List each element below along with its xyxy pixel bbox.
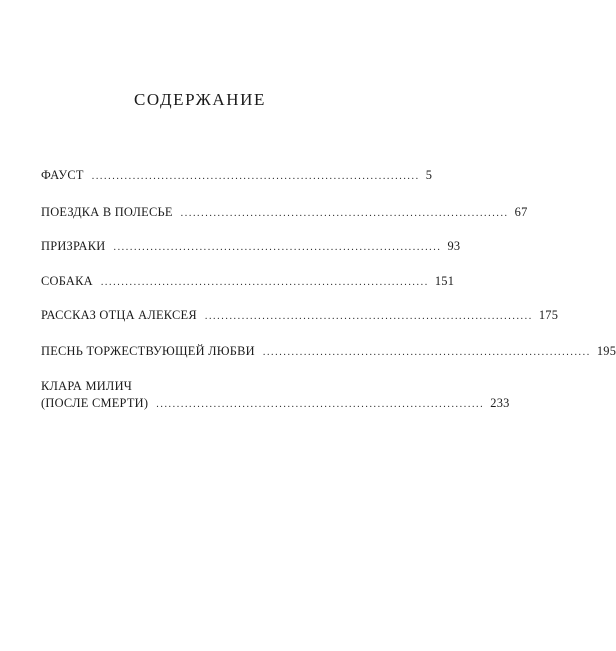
page-title: СОДЕРЖАНИЕ [133,90,267,109]
toc-entry-page: 195 [596,344,616,358]
toc-entry-title: СОБАКА [41,274,93,288]
dot-leader: ................................................................................ [113,242,442,253]
dot-leader: ................................................................................ [91,171,420,182]
dot-leader: ................................................................................ [204,311,533,322]
toc-entry-title: ФАУСТ [41,168,84,182]
dot-leader: ................................................................................ [156,399,485,410]
toc-entry-title-line2: (ПОСЛЕ СМЕРТИ) [41,396,149,410]
toc-entry[interactable] [41,378,510,413]
toc-entry-title: РАССКАЗ ОТЦА АЛЕКСЕЯ [41,308,197,322]
toc-entry-page: 233 [490,396,510,410]
toc-entry-page: 5 [425,168,433,182]
toc-entry[interactable] [41,343,616,361]
toc-entry-title: ПОЕЗДКА В ПОЛЕСЬЕ [41,205,173,219]
dot-leader: ................................................................................ [100,277,429,288]
toc-entry-page: 175 [538,308,559,322]
toc-entry[interactable] [41,273,455,291]
toc-entry-title: ПРИЗРАКИ [41,239,106,253]
toc-entry-page: 67 [514,205,528,219]
toc-entry-title-line1: КЛАРА МИЛИЧ [41,379,133,393]
dot-leader: ................................................................................ [180,208,509,219]
toc-entry[interactable] [41,307,559,325]
dot-leader: ................................................................................ [262,347,591,358]
toc-entry[interactable] [41,204,528,222]
toc-entry[interactable] [41,167,433,185]
toc-entry-page: 151 [434,274,455,288]
toc-entry-title: ПЕСНЬ ТОРЖЕСТВУЮЩЕЙ ЛЮБВИ [41,344,255,358]
toc-entry[interactable] [41,238,461,256]
toc-entry-page: 93 [447,239,461,253]
